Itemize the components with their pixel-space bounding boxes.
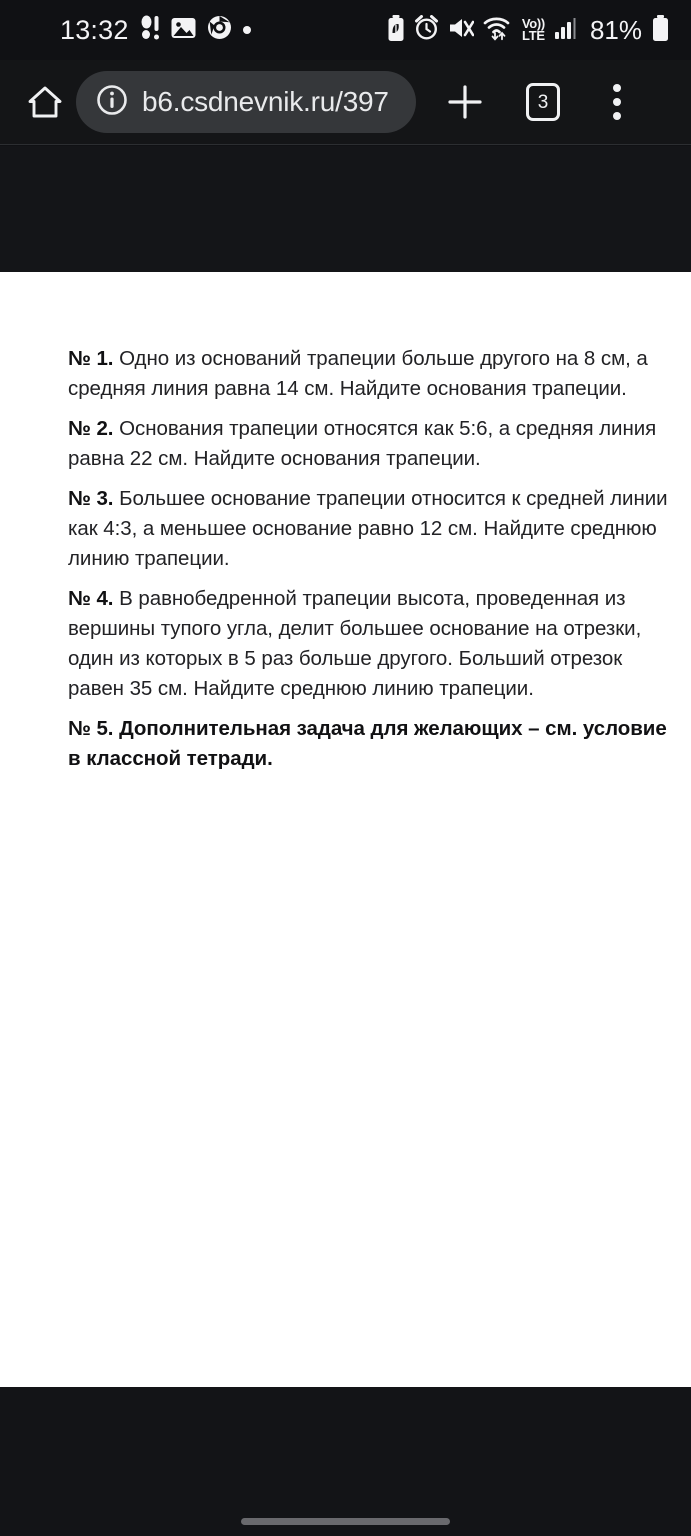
task-text: Основания трапеции относятся как 5:6, а средняя линия равна 22 см. Найдите основания трапеции. <box>68 417 657 470</box>
battery-percent-label: 81% <box>589 15 642 45</box>
browser-toolbar <box>0 60 691 145</box>
url-text[interactable]: b6.csdnevnik.ru/397 <box>142 86 389 117</box>
cellular-signal-icon <box>554 16 578 45</box>
status-bar <box>0 0 691 60</box>
plus-icon <box>445 82 485 122</box>
alarm-clock-icon <box>414 15 439 45</box>
task-text: Одно из оснований трапеции больше другого на 8 см, а средняя линия равна 14 см. Найдите основания трапеции. <box>68 347 648 400</box>
task-item <box>68 414 682 474</box>
task-text: Дополнительная задача для желающих – см. условие в классной тетради. <box>68 717 667 770</box>
task-number: № 4. <box>68 587 114 610</box>
browser-menu-button[interactable] <box>588 71 646 133</box>
tab-switcher-button[interactable] <box>512 71 574 133</box>
site-info-icon[interactable] <box>96 84 128 121</box>
volume-muted-icon <box>448 16 474 45</box>
volte-bottom-text: LTE <box>522 28 545 43</box>
footprint-notification-icon <box>140 15 160 46</box>
home-gesture-bar[interactable] <box>241 1518 450 1525</box>
battery-icon <box>652 15 669 46</box>
volte-top-text: Vo)) <box>521 16 545 32</box>
task-item <box>68 714 682 774</box>
status-bar-left <box>60 15 251 46</box>
task-number: № 3. <box>68 487 114 510</box>
home-button[interactable] <box>18 75 72 129</box>
task-item <box>68 344 682 404</box>
chrome-icon <box>207 15 232 45</box>
new-tab-button[interactable] <box>434 71 496 133</box>
page-header-blank-area <box>0 146 691 272</box>
task-text: Большее основание трапеции относится к средней линии как 4:3, а меньшее основание равно 12 см. Найдите среднюю линию трапеции. <box>68 487 668 570</box>
tab-counter-icon <box>526 83 560 121</box>
status-bar-right <box>387 15 669 46</box>
home-icon <box>26 83 64 121</box>
task-number: № 1. <box>68 347 114 370</box>
volte-icon <box>522 18 545 42</box>
battery-saver-icon <box>387 15 405 46</box>
photo-gallery-icon <box>171 16 196 45</box>
more-notifications-dot-icon <box>243 26 251 34</box>
system-navigation-area <box>0 1387 691 1536</box>
task-number: № 2. <box>68 417 114 440</box>
task-item <box>68 584 682 704</box>
url-bar[interactable] <box>76 71 416 133</box>
three-dot-menu-icon <box>613 84 621 120</box>
web-page-content <box>0 272 691 1387</box>
wifi-icon <box>483 15 513 46</box>
task-item <box>68 484 682 574</box>
status-clock: 13:32 <box>60 14 129 45</box>
task-text: В равнобедренной трапеции высота, проведенная из вершины тупого угла, делит большее основание на отрезки, один из которых в 5 раз больше другого. Больший отрезок равен 35 см. Найдите среднюю линию трапеции. <box>68 587 642 700</box>
task-number: № 5. <box>68 717 114 740</box>
tab-count-label: 3 <box>537 91 549 113</box>
homework-task-list <box>0 272 691 774</box>
